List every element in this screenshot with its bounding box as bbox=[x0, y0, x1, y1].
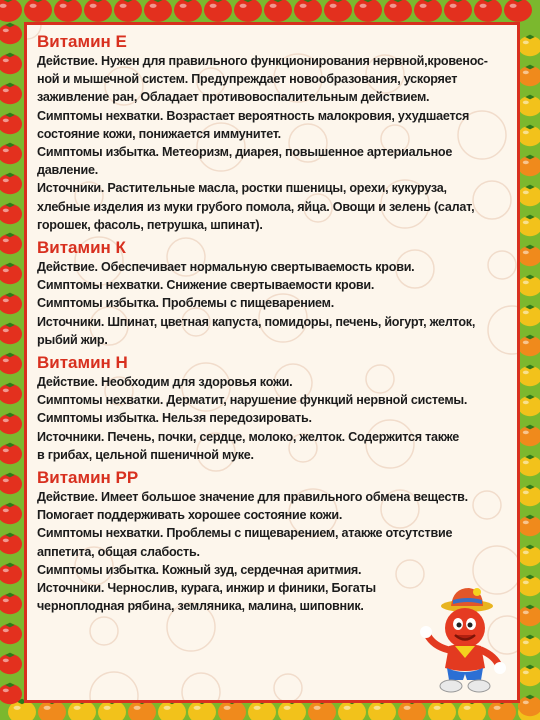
text-line: ной и мышечной систем. Предупреждает новообразования, ускоряет bbox=[37, 72, 458, 87]
text-line: состояние кожи, понижается иммунитет. bbox=[37, 126, 281, 141]
text-line: заживление ран, Обладает противовоспалительным действием. bbox=[37, 90, 430, 105]
text-line: Симптомы избытка. Нельзя передозировать. bbox=[37, 411, 312, 426]
text-line: Действие. Обеспечивает нормальную свертываемость крови. bbox=[37, 260, 415, 275]
text-line: хлебные изделия из муки грубого помола, яйца. Овощи и зелень (салат, bbox=[37, 199, 475, 214]
text-line: Источники. Печень, почки, сердце, молоко, желток. Содержится также bbox=[37, 429, 460, 444]
text-line: Симптомы избытка. Кожный зуд, сердечная аритмия. bbox=[37, 562, 362, 577]
text-line: Симптомы нехватки. Проблемы с пищеварением, атакже отсутствие bbox=[37, 526, 453, 541]
vitamin-list bbox=[37, 31, 511, 618]
vitamin-section bbox=[37, 31, 511, 234]
text-line: Действие. Нужен для правильного функционирования нервной,кровенос- bbox=[37, 54, 488, 68]
text-line: в грибах, цельной пшеничной муке. bbox=[37, 447, 254, 462]
text-line: черноплодная рябина, земляника, малина, шиповник. bbox=[37, 599, 364, 614]
text-line: Симптомы нехватки. Дерматит, нарушение функций нервной системы. bbox=[37, 393, 468, 408]
vitamin-section bbox=[37, 352, 511, 464]
text-line: Симптомы избытка. Проблемы с пищеварением. bbox=[37, 296, 334, 311]
section-title: Витамин Е bbox=[37, 32, 127, 51]
text-line: Действие. Необходим для здоровья кожи. bbox=[37, 375, 293, 390]
vitamin-section bbox=[37, 237, 511, 349]
text-line: Симптомы избытка. Метеоризм, диарея, повышенное артериальное bbox=[37, 145, 453, 160]
section-title: Витамин РР bbox=[37, 468, 139, 488]
text-line: давление. bbox=[37, 163, 99, 178]
content-panel bbox=[24, 22, 520, 703]
section-title: Витамин Н bbox=[37, 353, 128, 373]
text-line: Действие. Имеет большое значение для правильного обмена веществ. bbox=[37, 490, 468, 505]
text-line: горошек, фасоль, петрушка, шпинат). bbox=[37, 217, 263, 232]
section-title: Витамин К bbox=[37, 238, 126, 258]
text-line: Источники. Шпинат, цветная капуста, помидоры, печень, йогурт, желток, bbox=[37, 314, 476, 329]
text-line: Симптомы нехватки. Возрастает вероятность малокровия, ухудшается bbox=[37, 108, 470, 123]
text-line: Источники. Растительные масла, ростки пшеницы, орехи, кукуруза, bbox=[37, 181, 447, 196]
text-line: Помогает поддерживать хорошее состояние кожи. bbox=[37, 508, 343, 523]
text-line: рыбий жир. bbox=[37, 332, 108, 347]
text-line: Симптомы нехватки. Снижение свертываемости крови. bbox=[37, 278, 375, 293]
text-line: Источники. Чернослив, курага, инжир и финики, Богаты bbox=[37, 581, 376, 596]
text-line: аппетита, общая слабость. bbox=[37, 544, 200, 559]
tomato-mascot-icon bbox=[415, 584, 511, 694]
